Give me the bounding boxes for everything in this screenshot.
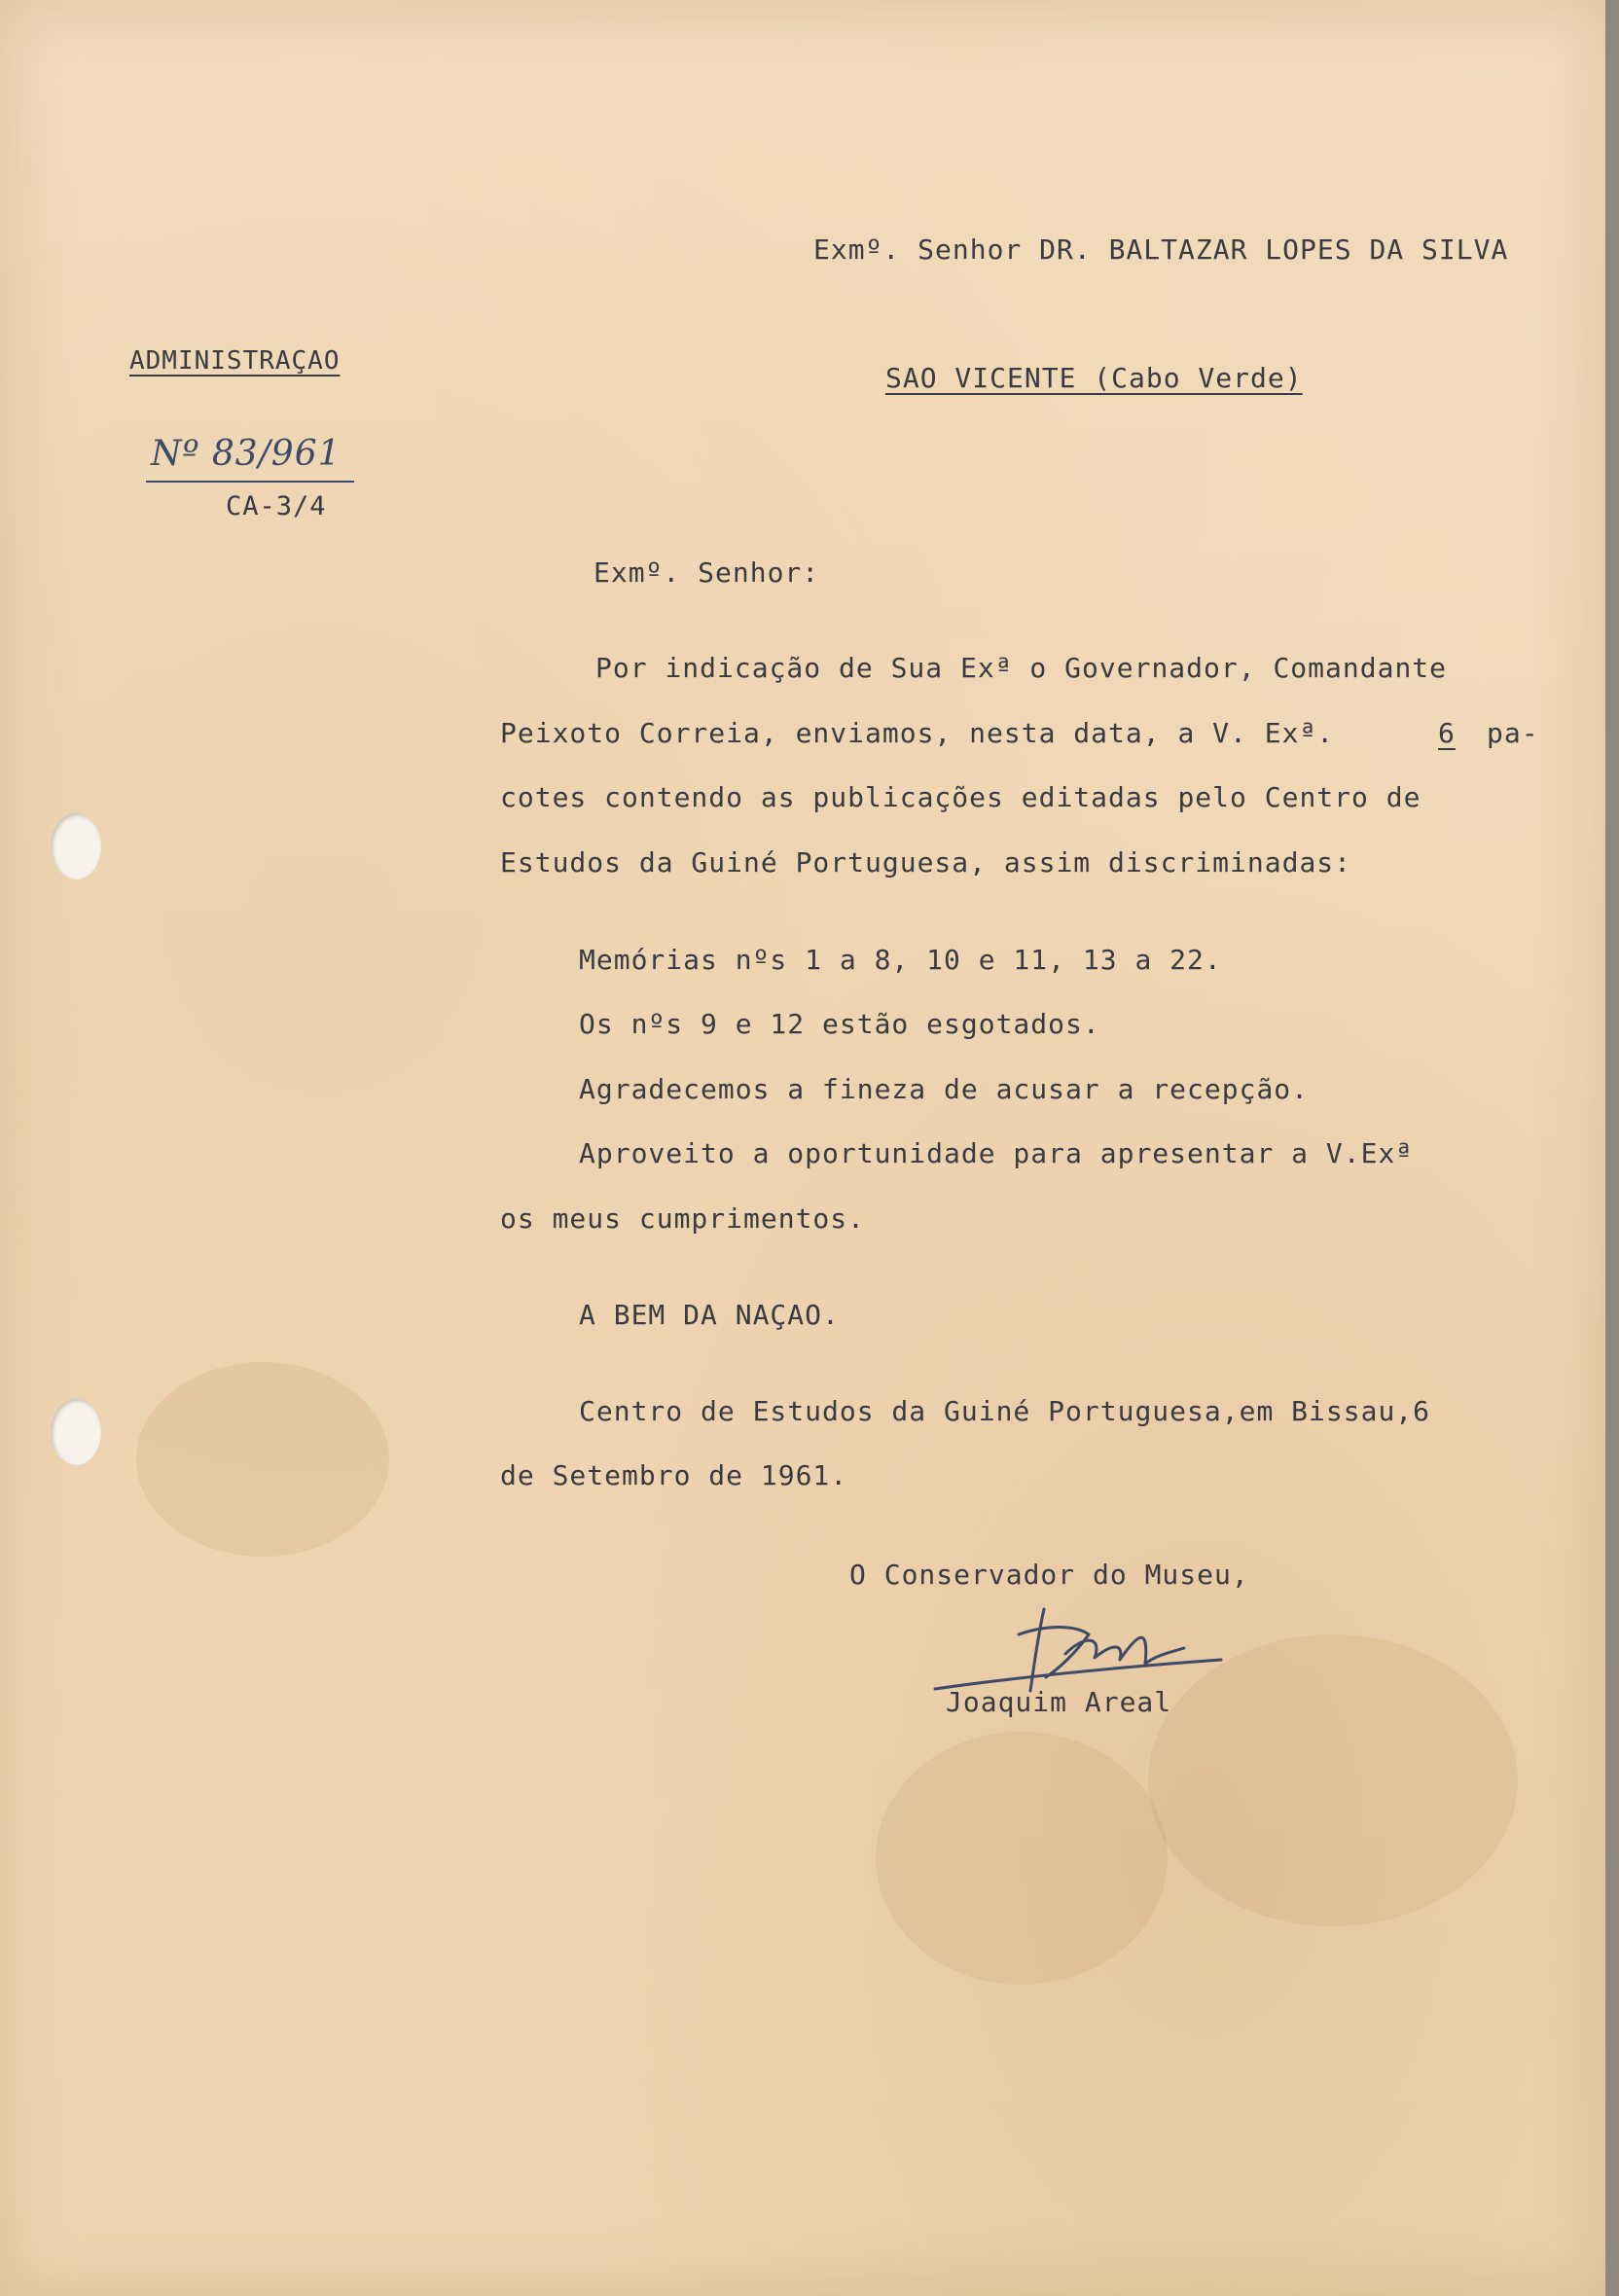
body-line: Agradecemos a fineza de acusar a recepção. xyxy=(579,1073,1310,1105)
body-line: cotes contendo as publicações editadas pelo Centro de xyxy=(500,781,1421,813)
paper-stain xyxy=(136,1362,389,1557)
paper-stain xyxy=(876,1732,1168,1985)
body-line: Estudos da Guiné Portuguesa, assim discriminadas: xyxy=(500,846,1352,879)
addressee-location: SAO VICENTE (Cabo Verde) xyxy=(885,362,1303,394)
body-line: os meus cumprimentos. xyxy=(500,1202,866,1235)
salutation: Exmº. Senhor: xyxy=(594,556,820,589)
reference-code: CA-3/4 xyxy=(226,491,327,521)
punch-hole xyxy=(51,1399,101,1465)
reference-underline xyxy=(146,481,354,483)
signatory-name: Joaquim Areal xyxy=(946,1686,1172,1718)
closing-title: O Conservador do Museu, xyxy=(849,1559,1249,1591)
body-line: Peixoto Correia, enviamos, nesta data, a V. Exª. xyxy=(500,717,1335,749)
list-item: Memórias nºs 1 a 8, 10 e 11, 13 a 22. xyxy=(579,944,1222,976)
list-item: Os nºs 9 e 12 estão esgotados. xyxy=(579,1008,1100,1040)
body-line: pa- xyxy=(1487,717,1539,749)
body-line: Por indicação de Sua Exª o Governador, Comandante xyxy=(595,652,1448,684)
place-date: Centro de Estudos da Guiné Portuguesa,em Bissau,6 xyxy=(579,1395,1431,1427)
department-label: ADMINISTRAÇAO xyxy=(129,346,341,376)
motto: A BEM DA NAÇAO. xyxy=(579,1299,840,1331)
place-date: de Setembro de 1961. xyxy=(500,1459,848,1491)
body-line: Aproveito a oportunidade para apresentar a V.Exª xyxy=(579,1137,1414,1169)
package-count: 6 xyxy=(1438,717,1456,749)
punch-hole xyxy=(51,813,101,879)
page-edge xyxy=(1605,0,1619,2296)
reference-number: Nº 83/961 xyxy=(151,434,342,474)
addressee-name: Exmº. Senhor DR. BALTAZAR LOPES DA SILVA xyxy=(813,233,1509,266)
